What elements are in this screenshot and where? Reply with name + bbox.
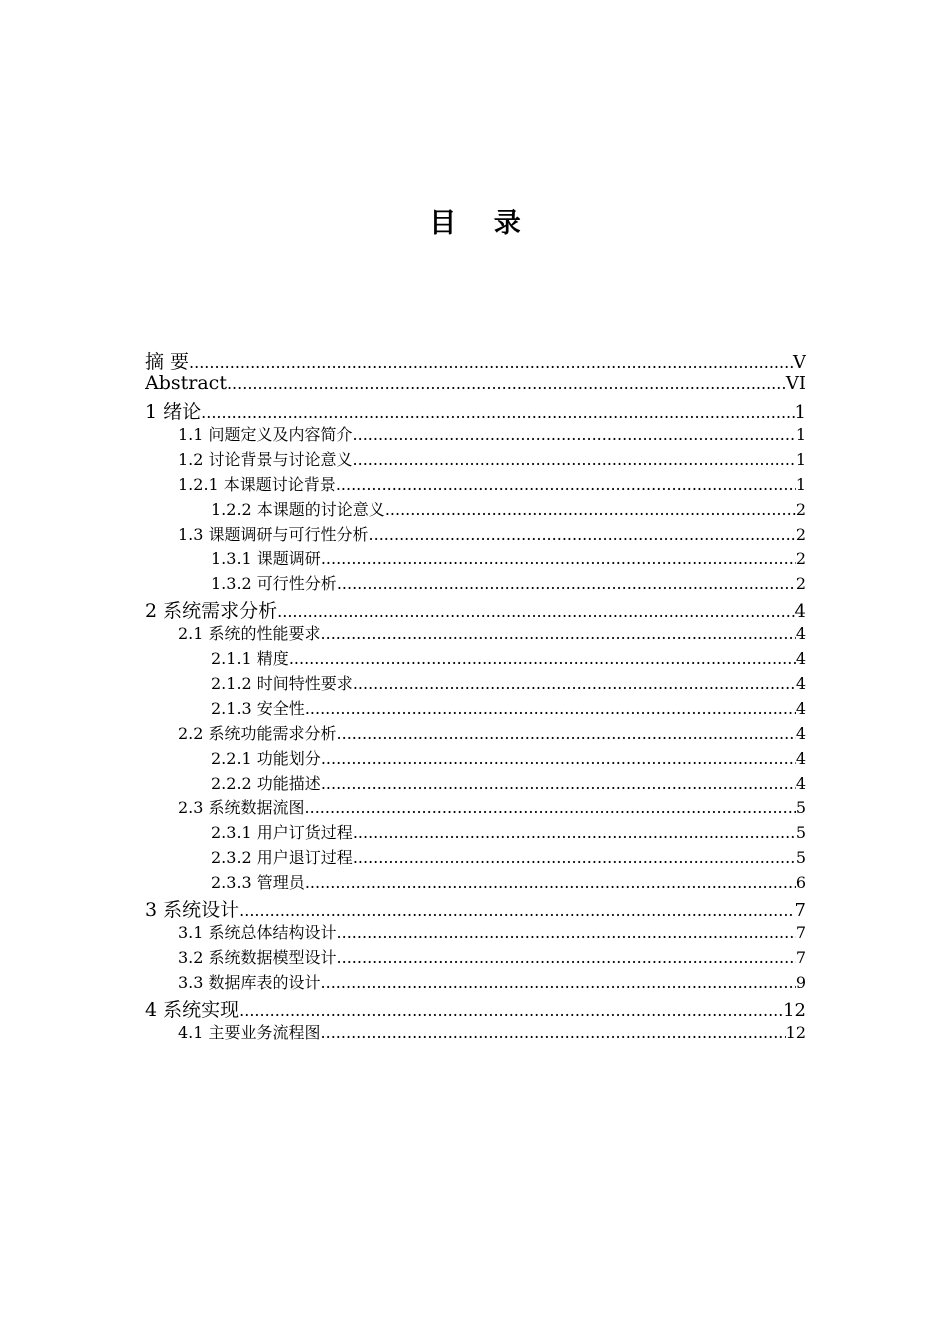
toc-entry[interactable] (145, 546, 806, 571)
toc-entry-label: 2.3.3 管理员 (211, 873, 305, 893)
toc-entry[interactable] (145, 696, 806, 721)
toc-entry-label: 2.1.3 安全性 (211, 698, 305, 718)
toc-entry-label: Abstract (145, 372, 227, 394)
toc-dot-leader (385, 500, 796, 519)
toc-entry-label: 2.3.2 用户退订过程 (211, 848, 353, 868)
toc-dot-leader (321, 774, 796, 793)
toc-entry[interactable] (145, 870, 806, 895)
toc-dot-leader (353, 823, 796, 842)
toc-dot-leader (321, 749, 796, 768)
toc-entry-page-number: 4 (794, 601, 806, 622)
toc-dot-leader (201, 401, 794, 422)
toc-entry-page-number: 2 (795, 499, 806, 519)
toc-entry-label: 1.2.1 本课题讨论背景 (178, 474, 336, 494)
toc-entry[interactable] (145, 746, 806, 771)
toc-entry-page-number: 5 (795, 798, 806, 818)
toc-entry-page-number: 4 (795, 723, 806, 743)
toc-entry-page-number: 6 (795, 873, 806, 893)
toc-entry-label: 2.1 系统的性能要求 (178, 624, 321, 644)
toc-entry-label: 1.3.1 课题调研 (211, 549, 321, 569)
toc-entry-label: 2.3.1 用户订货过程 (211, 823, 353, 843)
toc-entry-label: 摘 要 (145, 351, 190, 372)
toc-entry-label: 2.2.2 功能描述 (211, 773, 321, 793)
toc-entry-label: 2.1.1 精度 (211, 649, 289, 669)
toc-entry-page-number: 1 (795, 474, 806, 494)
toc-dot-leader (336, 475, 796, 494)
toc-entry-page-number: 5 (795, 823, 806, 843)
toc-dot-leader (353, 425, 796, 444)
toc-entry-page-number: 4 (795, 649, 806, 669)
toc-dot-leader (277, 600, 794, 621)
toc-entry-label: 3.3 数据库表的设计 (178, 972, 321, 992)
toc-entry[interactable] (145, 771, 806, 796)
toc-dot-leader (337, 574, 796, 593)
toc-entry-page-number: 1 (795, 449, 806, 469)
toc-entry-page-number: 2 (795, 524, 806, 544)
toc-entry-page-number: 1 (794, 402, 806, 422)
toc-entry[interactable] (145, 397, 806, 422)
toc-entry[interactable] (145, 447, 806, 472)
toc-entry[interactable] (145, 596, 806, 621)
toc-entry[interactable] (145, 721, 806, 746)
toc-entry[interactable] (145, 372, 806, 397)
toc-entry-page-number: 4 (795, 698, 806, 718)
toc-entry-label: 2.2.1 功能划分 (211, 748, 321, 768)
toc-entry-page-number: 2 (795, 549, 806, 569)
toc-entry-page-number: 7 (794, 900, 806, 921)
toc-dot-leader (337, 724, 796, 743)
toc-entry-label: 4 系统实现 (145, 998, 240, 1020)
toc-entry-label: 4.1 主要业务流程图 (178, 1022, 321, 1042)
toc-entry[interactable] (145, 422, 806, 447)
toc-entry[interactable] (145, 945, 806, 970)
toc-entry[interactable] (145, 820, 806, 845)
toc-dot-leader (353, 848, 796, 867)
toc-entry-page-number: VI (785, 373, 806, 394)
toc-entry[interactable] (145, 497, 806, 522)
toc-dot-leader (305, 798, 796, 817)
toc-entry[interactable] (145, 522, 806, 547)
toc-entry-label: 1.3 课题调研与可行性分析 (178, 524, 369, 544)
toc-entry-label: 1 绪论 (145, 401, 202, 422)
toc-entry-label: 2.3 系统数据流图 (178, 798, 305, 818)
toc-dot-leader (353, 450, 796, 469)
toc-dot-leader (227, 372, 786, 394)
toc-entry-page-number: 2 (795, 574, 806, 594)
toc-dot-leader (321, 973, 796, 992)
toc-entry-page-number: 12 (783, 999, 806, 1020)
toc-entry[interactable] (145, 845, 806, 870)
toc-entry-label: 2.1.2 时间特性要求 (211, 674, 353, 694)
toc-entry-page-number: 5 (795, 848, 806, 868)
toc-entry-page-number: 4 (795, 624, 806, 644)
toc-dot-leader (369, 525, 796, 544)
toc-entry-page-number: 7 (795, 947, 806, 967)
toc-entry-page-number: 4 (795, 674, 806, 694)
toc-entry-label: 3.2 系统数据模型设计 (178, 947, 337, 967)
toc-entry-page-number: 9 (795, 972, 806, 992)
toc-entry-label: 1.2.2 本课题的讨论意义 (211, 499, 385, 519)
toc-entry[interactable] (145, 1020, 806, 1045)
toc-entry-label: 3.1 系统总体结构设计 (178, 923, 337, 943)
toc-entry-page-number: 1 (795, 425, 806, 444)
toc-entry[interactable] (145, 621, 806, 646)
toc-dot-leader (305, 699, 796, 718)
toc-entry[interactable] (145, 472, 806, 497)
toc-entry[interactable] (145, 347, 806, 372)
toc-dot-leader (337, 923, 796, 942)
toc-entry-page-number: 4 (795, 748, 806, 768)
toc-entry[interactable] (145, 895, 806, 920)
toc-entry-page-number: V (793, 352, 806, 372)
toc-entry-label: 2 系统需求分析 (145, 600, 278, 622)
toc-entry-label: 3 系统设计 (145, 899, 240, 921)
toc-dot-leader (239, 999, 783, 1020)
toc-entry-label: 2.2 系统功能需求分析 (178, 723, 337, 743)
toc-entry-label: 1.2 讨论背景与讨论意义 (178, 449, 353, 469)
toc-dot-leader (289, 649, 796, 668)
toc-dot-leader (239, 899, 794, 920)
toc-dot-leader (189, 351, 793, 372)
toc-entry[interactable] (145, 646, 806, 671)
toc-entry-label: 1.1 问题定义及内容简介 (178, 425, 353, 444)
toc-dot-leader (321, 624, 796, 643)
toc-dot-leader (321, 1023, 786, 1042)
toc-entry[interactable] (145, 795, 806, 820)
toc-entry-page-number: 7 (795, 923, 806, 943)
toc-entry[interactable] (145, 995, 806, 1020)
toc-entry[interactable] (145, 571, 806, 596)
toc-entry[interactable] (145, 920, 806, 945)
table-of-contents (145, 347, 806, 1045)
toc-entry[interactable] (145, 970, 806, 995)
toc-dot-leader (353, 674, 796, 693)
toc-dot-leader (337, 948, 796, 967)
toc-dot-leader (321, 549, 796, 568)
toc-entry-page-number: 4 (795, 773, 806, 793)
toc-entry-label: 1.3.2 可行性分析 (211, 574, 337, 594)
toc-entry[interactable] (145, 671, 806, 696)
toc-dot-leader (305, 873, 796, 892)
toc-entry-page-number: 12 (785, 1022, 806, 1042)
page-title: 目 录 (429, 208, 535, 239)
